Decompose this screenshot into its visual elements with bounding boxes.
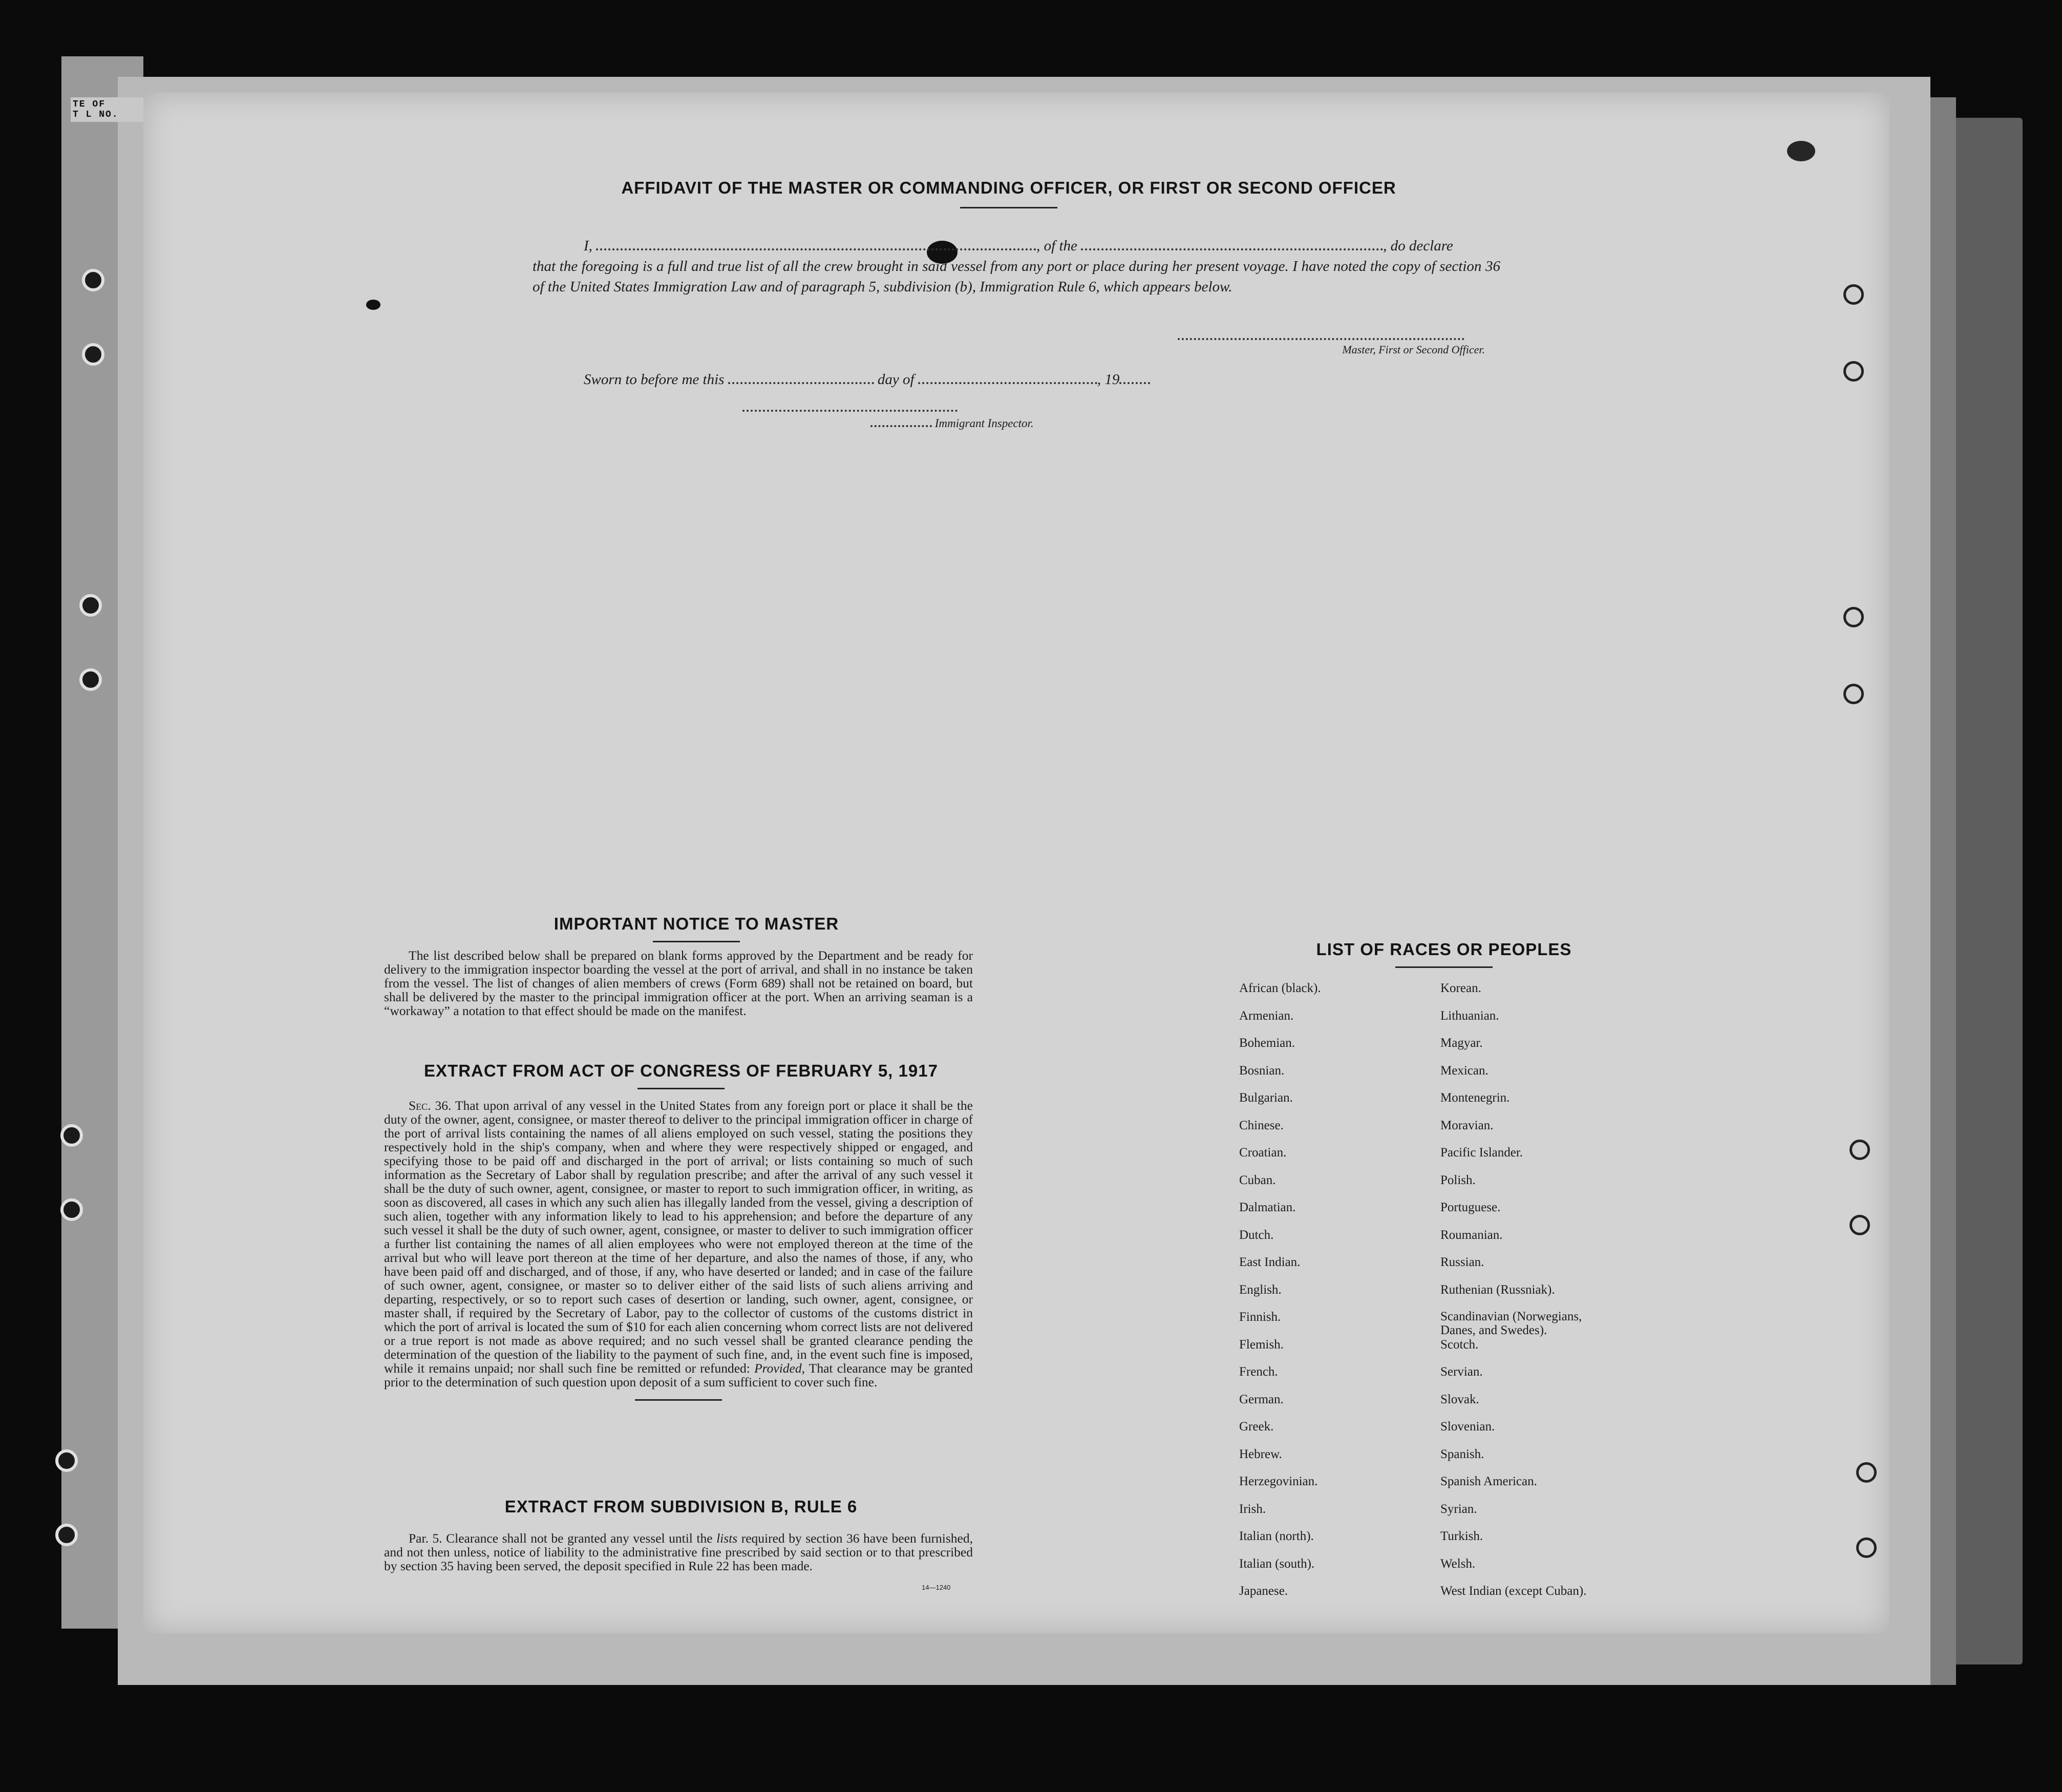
- binder-hole: [1856, 1537, 1877, 1558]
- race-item: Mexican.: [1440, 1063, 1489, 1078]
- race-item: Roumanian.: [1440, 1228, 1503, 1242]
- inspector-prefix-blank: [870, 425, 932, 427]
- edge-stamp-line: T L NO.: [73, 110, 119, 120]
- binder-hole: [82, 343, 104, 366]
- sworn-day-blank[interactable]: [728, 382, 874, 384]
- binder-hole: [1843, 361, 1864, 382]
- form-code: 14—1240: [922, 1584, 951, 1591]
- act-title: [394, 1061, 968, 1089]
- race-item: Dutch.: [1239, 1228, 1274, 1242]
- master-signature-blank[interactable]: [1178, 338, 1464, 340]
- inspector-signature: [742, 410, 1101, 430]
- binder-hole: [79, 594, 102, 617]
- binder-hole: [60, 1198, 83, 1221]
- race-item: Montenegrin.: [1440, 1091, 1510, 1105]
- notice-text: The list described below shall be prepared on blank forms approved by the Department and be ready for delivery to the immigration inspector boarding the vessel at the port of arrival, and shall in no instance be taken from the vessel. The list of changes of alien members of crews (Form 689) shall not be retained on board, but shall be delivered by the master to the principal immigration officer at the port. When an arriving seaman is a: [384, 948, 973, 1004]
- race-item: Bosnian.: [1239, 1063, 1285, 1078]
- race-item: Herzegovinian.: [1239, 1474, 1318, 1488]
- race-item: Servian.: [1440, 1365, 1483, 1379]
- race-item: Syrian.: [1440, 1502, 1477, 1516]
- act-text: That upon arrival of any vessel in the United States from any foreign port or place it shall be the duty of the owner, agent, consignee, or master thereof to deliver to the principal immigration officer in charge of the port of arrival lists containing the names of all aliens employed on such vessel, stating the positions they respectively hold in the ship's company, when and where they were respectively shipped or engaged, and specifying those to be paid off and discharged in the port of arrival; or lists containing so much of such information as the Secretary of Labor shall by regulation prescribe; and after the arrival of any such vessel it shall be the duty of such owner, agent, consignee, or master to report to such immigration officer, in writing, as soon as discovered, all cases in which any such alien has illegally landed from the vessel, giving a description of such alien, together with any information likely to lead to his apprehension; and before the departure of any such vessel it shall be the duty of such owner, agent, consignee, or master to deliver to such immigration officer a further list containing the names of all alien employees who were not employed thereon at the time of the arrival but who will leave port thereon at the time of her departure, and also the names of those, if any, who have been paid off and discharged, and of those, if any, who have deserted or landed; and in case of the failure of such owner, agent, consignee, or master so to deliver either of the said lists of such aliens arriving and departing, respectively, or so to report such cases of desertion or landing, such owner, agent, consignee, or master shall, if required by the Secretary of Labor, pay to the collector of customs of the customs district in which the port of arrival is located the sum of $10 for each alien concerning whom correct lists are not delivered or a true report is not made as above required; and no such vessel shall be granted clearance pending the determination of the question of the liability to the payment of such fine, and, in the event such fine is imposed, while it remains unpaid; nor shall such fine be remitted or refunded:: [384, 1098, 973, 1376]
- notice-title: [440, 914, 952, 942]
- binder-hole: [79, 668, 102, 691]
- section-rule: [635, 1399, 722, 1401]
- races-left-column: [1239, 981, 1454, 1611]
- notice-body: [384, 948, 973, 1018]
- binder-hole: [1843, 607, 1864, 627]
- sworn-prefix: Sworn to before me this: [584, 371, 725, 388]
- inspector-label: Immigrant Inspector.: [934, 417, 1034, 430]
- race-item: Flemish.: [1239, 1337, 1284, 1352]
- race-item: Korean.: [1440, 981, 1481, 995]
- binder-hole: [1850, 1215, 1870, 1235]
- race-item: Moravian.: [1440, 1118, 1494, 1132]
- affidavit-body: [533, 236, 1500, 297]
- binder-hole: [60, 1124, 83, 1147]
- race-item: Irish.: [1239, 1502, 1266, 1516]
- subdivision-title-text: EXTRACT FROM SUBDIVISION B, RULE 6: [504, 1497, 858, 1516]
- race-item: Slovak.: [1440, 1392, 1479, 1406]
- race-item: Slovenian.: [1440, 1420, 1495, 1433]
- race-item: Spanish.: [1440, 1447, 1484, 1461]
- binder-hole: [55, 1524, 78, 1546]
- binder-hole: [1856, 1462, 1877, 1483]
- races-title-text: LIST OF RACES OR PEOPLES: [1316, 940, 1572, 959]
- notice-quote: “workaway”: [384, 1003, 450, 1018]
- sworn-year-blank[interactable]: [1119, 382, 1150, 384]
- race-item: Ruthenian (Russniak).: [1440, 1282, 1555, 1297]
- subdivision-body: [384, 1531, 973, 1573]
- subdivision-lists: lists: [716, 1531, 738, 1546]
- race-item: East Indian.: [1239, 1255, 1301, 1269]
- affidavit-declare: , do declare: [1383, 238, 1453, 254]
- race-item: Armenian.: [1239, 1008, 1294, 1023]
- race-item: Croatian.: [1239, 1146, 1287, 1159]
- edge-stamp-line: TE OF: [73, 99, 106, 110]
- race-item: Russian.: [1440, 1255, 1484, 1269]
- affidavit-of: , of the: [1036, 238, 1077, 254]
- title-rule: [1395, 966, 1493, 968]
- act-provided: Provided,: [754, 1361, 805, 1376]
- race-item: West Indian (except Cuban).: [1440, 1584, 1587, 1598]
- race-item: German.: [1239, 1392, 1284, 1406]
- race-item: English.: [1239, 1282, 1282, 1297]
- races-title: [1239, 940, 1649, 968]
- sworn-month-blank[interactable]: [918, 382, 1097, 384]
- race-item: Dalmatian.: [1239, 1200, 1296, 1214]
- race-item: French.: [1239, 1365, 1278, 1379]
- binder-hole: [1843, 284, 1864, 305]
- race-item: Bohemian.: [1239, 1036, 1295, 1050]
- subdivision-text-end: required by section 36 have been furnished, and not then unless, notice of liability to the administrative fine prescribed by said section or to that prescribed by section 35 having been served, the deposit specified in Rule 22 has been made.: [384, 1531, 973, 1573]
- sworn-day-label: day of: [877, 371, 915, 388]
- notice-text-end: a notation to that effect should be made on the manifest.: [453, 1003, 747, 1018]
- race-item: Italian (south).: [1239, 1556, 1315, 1571]
- races-right-column: [1440, 981, 1655, 1611]
- race-item: Italian (north).: [1239, 1529, 1314, 1543]
- act-text-end: That clearance may be granted prior to the determination of such question upon deposit of a sum sufficient to cover such fine.: [384, 1361, 973, 1389]
- affidavit-body-text: that the foregoing is a full and true list of all the crew brought in said vessel from any port or place during her present voyage. I have noted the copy of section 36 of the United States Immigration Law and of paragraph 5, subdivision (b), Immigration Rule 6, which appears below.: [533, 258, 1500, 295]
- binder-hole: [82, 269, 104, 291]
- race-item: Greek.: [1239, 1420, 1274, 1433]
- affidavit-i: I,: [584, 238, 592, 254]
- title-rule: [653, 941, 740, 942]
- notice-title-text: IMPORTANT NOTICE TO MASTER: [554, 914, 839, 933]
- act-section-label: Sec. 36.: [409, 1098, 452, 1113]
- affidavit-title: [604, 178, 1413, 208]
- binder-hole: [1843, 684, 1864, 704]
- race-item: Scotch.: [1440, 1337, 1479, 1352]
- sworn-line: [584, 371, 1249, 388]
- race-item: Bulgarian.: [1239, 1091, 1293, 1105]
- inspector-signature-blank[interactable]: [742, 410, 958, 412]
- race-item: African (black).: [1239, 981, 1321, 995]
- handwritten-mark: [1787, 141, 1815, 161]
- race-item: Lithuanian.: [1440, 1008, 1499, 1023]
- act-title-text: EXTRACT FROM ACT OF CONGRESS OF FEBRUARY 5, 1917: [424, 1061, 938, 1080]
- race-item: Cuban.: [1239, 1173, 1276, 1187]
- subdivision-text: Par. 5. Clearance shall not be granted any vessel until the: [409, 1531, 713, 1546]
- binder-hole: [1850, 1140, 1870, 1160]
- act-body: [384, 1099, 973, 1401]
- master-signature: [1178, 338, 1485, 356]
- race-item: Chinese.: [1239, 1118, 1284, 1132]
- edge-stamp: [71, 97, 152, 122]
- race-item: Pacific Islander.: [1440, 1146, 1523, 1159]
- race-item: Turkish.: [1440, 1529, 1483, 1543]
- vessel-field-blank[interactable]: [1081, 248, 1383, 250]
- title-rule: [637, 1088, 725, 1089]
- affidavit-title-text: AFFIDAVIT OF THE MASTER OR COMMANDING OFFICER, OR FIRST OR SECOND OFFICER: [621, 178, 1396, 197]
- race-item: Japanese.: [1239, 1584, 1288, 1598]
- master-signature-label: Master, First or Second Officer.: [1342, 343, 1485, 356]
- race-item: Portuguese.: [1440, 1200, 1501, 1214]
- race-item: Hebrew.: [1239, 1447, 1282, 1461]
- ink-blot: [366, 300, 380, 310]
- race-item: Magyar.: [1440, 1036, 1483, 1050]
- race-item: Finnish.: [1239, 1310, 1281, 1324]
- name-field-blank[interactable]: [596, 248, 1036, 250]
- sworn-year-label: , 19: [1097, 371, 1120, 388]
- race-item: Welsh.: [1440, 1556, 1476, 1571]
- race-item: Polish.: [1440, 1173, 1476, 1187]
- race-item: Scandinavian (Norwegians, Danes, and Swedes).: [1440, 1310, 1582, 1337]
- race-item: Spanish American.: [1440, 1474, 1537, 1488]
- title-rule: [960, 207, 1057, 208]
- subdivision-title: [394, 1497, 968, 1516]
- binder-hole: [55, 1449, 78, 1472]
